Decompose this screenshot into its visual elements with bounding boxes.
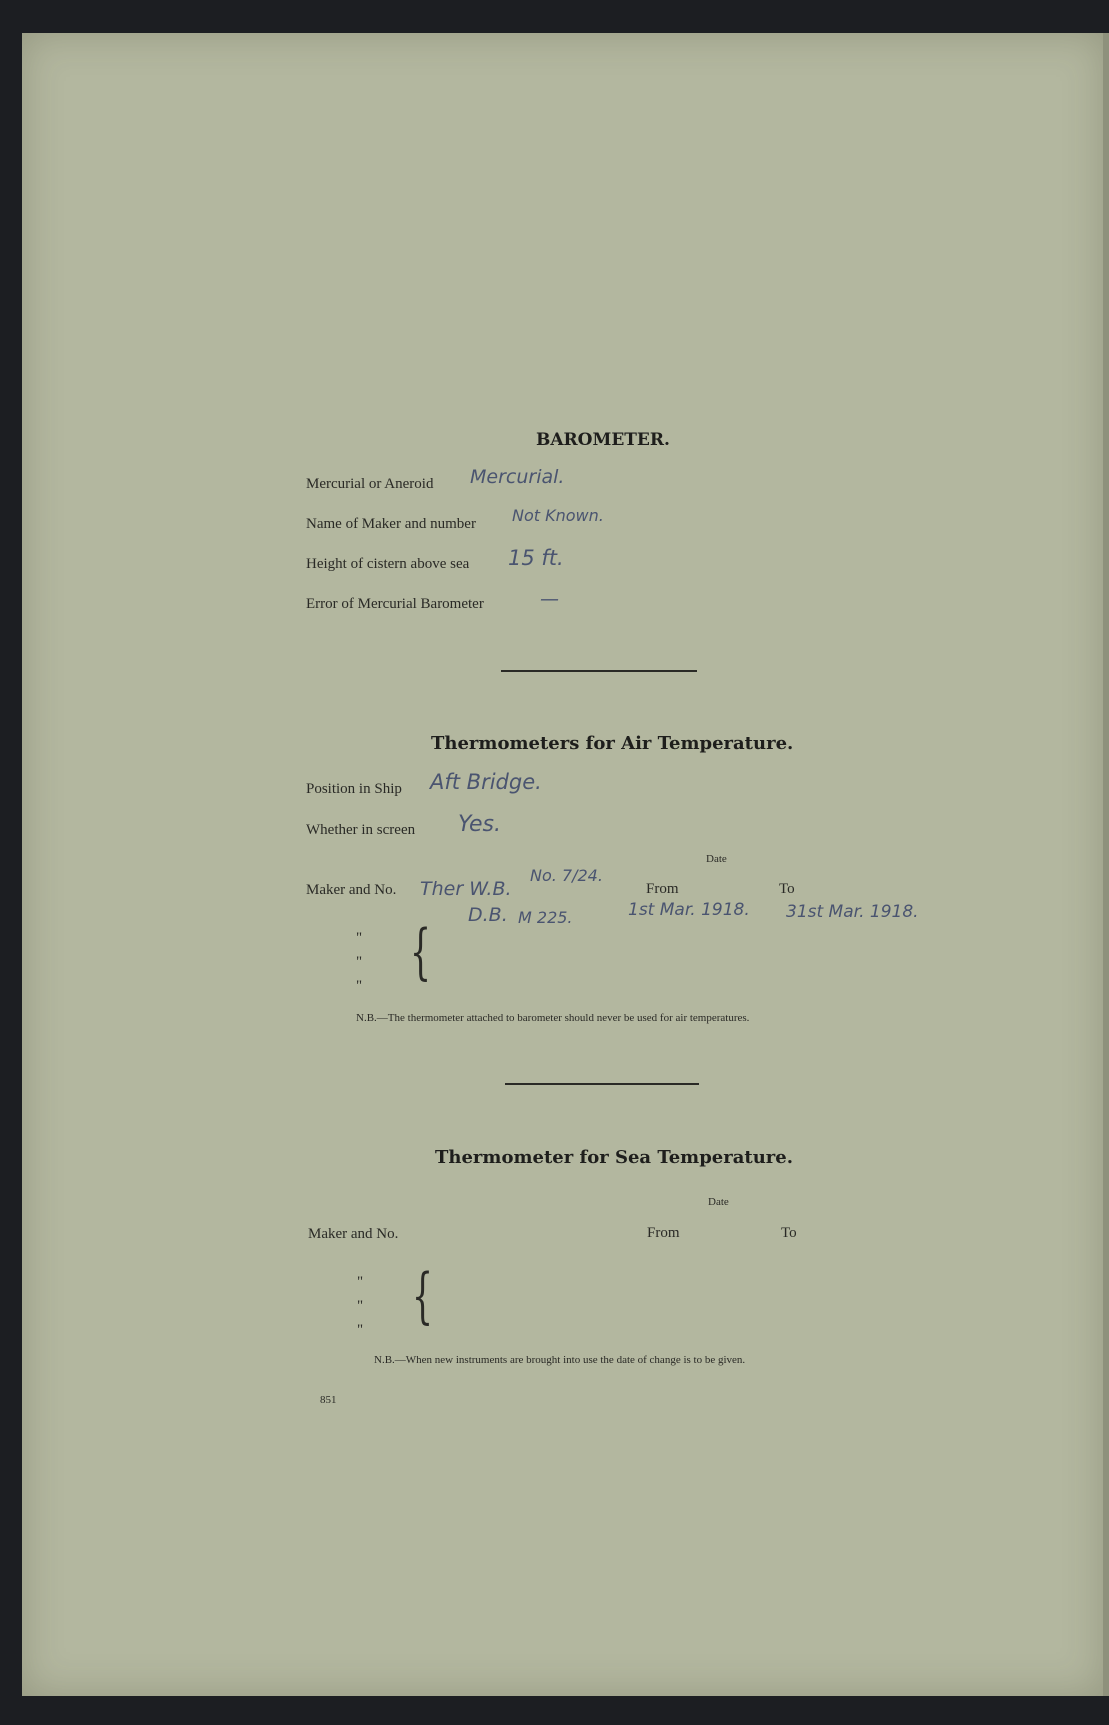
air-heading: Thermometers for Air Temperature. — [431, 733, 794, 754]
height-label: Height of cistern above sea — [306, 556, 470, 572]
page-edge — [1103, 33, 1109, 1696]
air-ditto-3: " — [356, 978, 363, 994]
air-maker-value-2: D.B. — [468, 904, 508, 926]
form-page — [22, 33, 1104, 1696]
position-label: Position in Ship — [306, 781, 402, 797]
screen-value: Yes. — [458, 812, 502, 837]
air-from-label: From — [646, 881, 679, 897]
sea-to-label: To — [781, 1225, 797, 1241]
sea-ditto-3: " — [357, 1322, 364, 1338]
sea-heading: Thermometer for Sea Temperature. — [435, 1147, 793, 1168]
sea-ditto-2: " — [357, 1298, 364, 1314]
air-from-value: 1st Mar. 1918. — [628, 900, 750, 920]
air-number-value-1: No. 7/24. — [530, 866, 603, 885]
section-divider-2 — [505, 1083, 699, 1085]
screen-label: Whether in screen — [306, 822, 416, 838]
air-brace-icon: { — [410, 917, 432, 987]
section-divider-1 — [501, 670, 697, 672]
sea-maker-label: Maker and No. — [308, 1226, 399, 1242]
barometer-heading: BAROMETER. — [536, 430, 670, 450]
height-value: 15 ft. — [508, 546, 564, 570]
error-value: — — [540, 588, 559, 610]
air-ditto-2: " — [356, 954, 363, 970]
sea-ditto-1: " — [357, 1274, 364, 1290]
sea-from-label: From — [647, 1225, 680, 1241]
air-ditto-1: " — [356, 930, 363, 946]
air-maker-label: Maker and No. — [306, 882, 397, 898]
sea-note: N.B.—When new instruments are brought into use the date of change is to be given. — [374, 1354, 746, 1366]
error-label: Error of Mercurial Barometer — [306, 596, 484, 612]
maker-label: Name of Maker and number — [306, 516, 476, 532]
air-date-label: Date — [706, 853, 727, 865]
sea-date-label: Date — [708, 1196, 729, 1208]
air-to-label: To — [779, 881, 795, 897]
mercurial-value: Mercurial. — [470, 466, 565, 488]
air-maker-value-1: Ther W.B. — [420, 878, 512, 900]
position-value: Aft Bridge. — [430, 770, 542, 794]
sea-brace-icon: { — [412, 1261, 434, 1331]
maker-value: Not Known. — [512, 506, 604, 525]
air-number-value-2: M 225. — [518, 908, 573, 927]
mercurial-label: Mercurial or Aneroid — [306, 476, 434, 492]
air-note: N.B.—The thermometer attached to barometer should never be used for air temperatures. — [356, 1012, 750, 1024]
air-to-value: 31st Mar. 1918. — [786, 902, 919, 922]
form-number: 851 — [320, 1394, 337, 1406]
